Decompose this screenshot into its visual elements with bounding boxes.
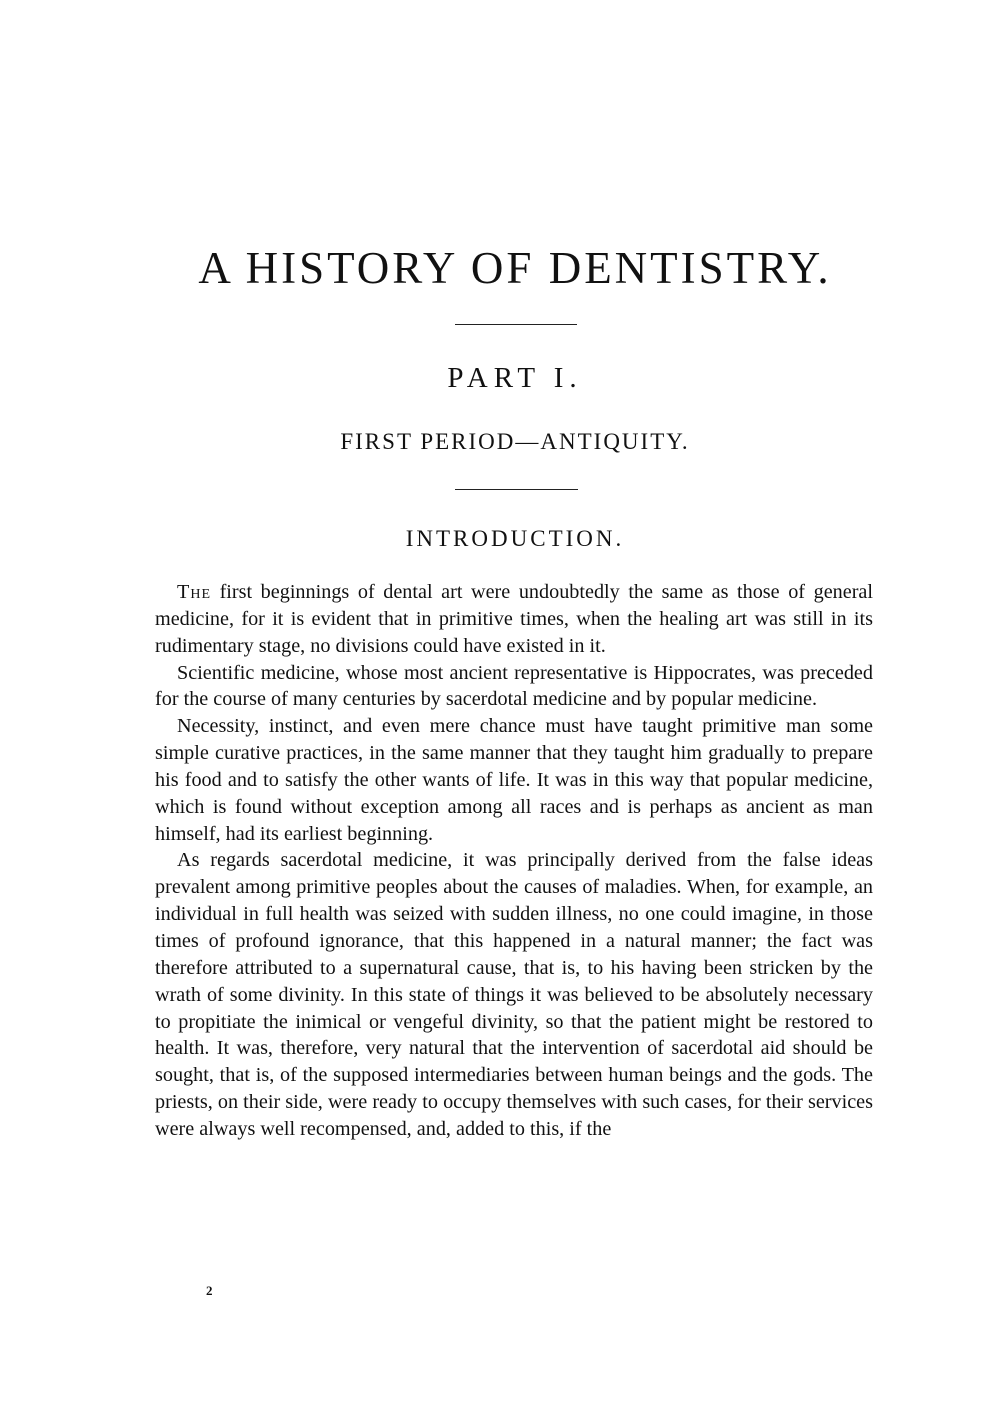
paragraph-4: As regards sacerdotal medicine, it was principally derived from the false ideas prevalent among primitive peoples about the causes of maladies. When, for example, an individual in full health was seized with sudden illness, no one could imagine, in those times of profound ignorance, that this happened in a natural manner; the fact was therefore attributed to a supernatural cause, that is, to his having been stricken by the wrath of some divinity. In this state of things it was believed to be absolutely necessary to propitiate the inimical or vengeful divinity, so that the patient might be restored to health. It was, therefore, very natural that the intervention of sacerdotal aid should be sought, that is, of the supposed intermediaries between human beings and the gods. The priests, on their side, were ready to occupy themselves with such cases, for their services were always well recompensed, and, added to this, if the <box>155 849 873 1140</box>
paragraph-1-text: first beginnings of dental art were undoubtedly the same as those of general medicine, for it is evident that in primitive times, when the healing art was still in its rudimentary stage, no divisions could have existed in it. <box>155 581 873 657</box>
title-divider <box>455 324 577 325</box>
paragraph-1 <box>155 579 873 660</box>
body-text <box>155 579 873 1143</box>
section-heading: INTRODUCTION. <box>405 526 625 551</box>
book-title: A HISTORY OF DENTISTRY. <box>198 243 832 293</box>
paragraph-1-lead-word: The <box>177 581 211 603</box>
signature-mark: 2 <box>206 1283 213 1298</box>
period-heading: FIRST PERIOD—ANTIQUITY. <box>340 429 690 454</box>
paragraph-2: Scientific medicine, whose most ancient representative is Hippocrates, was preceded for the course of many centuries by sacerdotal medicine and by popular medicine. <box>155 661 873 711</box>
part-heading: PART I. <box>447 362 583 394</box>
section-divider <box>455 489 578 490</box>
paragraph-3: Necessity, instinct, and even mere chance must have taught primitive man some simple curative practices, in the same manner that they taught him gradually to prepare his food and to satisfy the other wants of life. It was in this way that popular medicine, which is found without exception among all races and is perhaps as ancient as man himself, had its earliest beginning. <box>155 715 873 845</box>
